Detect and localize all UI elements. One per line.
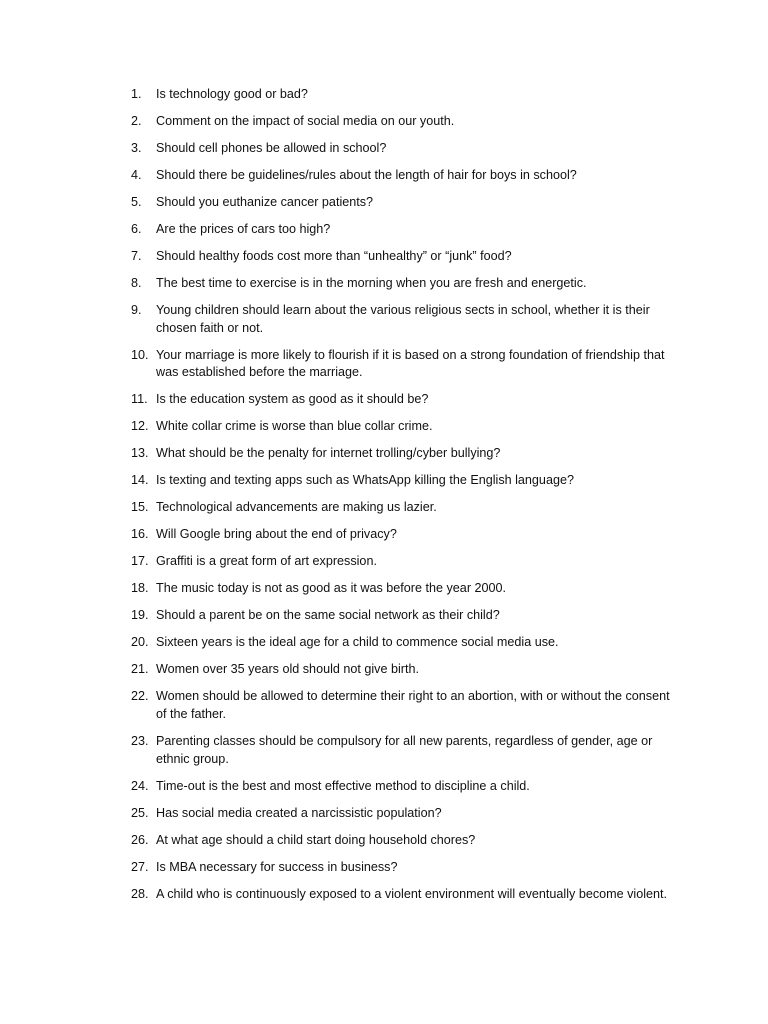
list-item — [131, 607, 671, 625]
item-number: 17. — [131, 554, 149, 569]
list-item — [131, 194, 671, 212]
item-text: The best time to exercise is in the morning when you are fresh and energetic. — [156, 275, 587, 290]
item-text: Is texting and texting apps such as WhatsApp killing the English language? — [156, 473, 574, 488]
list-item — [131, 526, 671, 544]
item-number: 6. — [131, 221, 142, 236]
item-number: 13. — [131, 446, 149, 461]
list-item — [131, 167, 671, 185]
list-item — [131, 347, 671, 383]
list-item — [131, 472, 671, 490]
item-text: Your marriage is more likely to flourish if it is based on a strong foundation of friendship that was established before the marriage. — [156, 347, 665, 380]
item-number: 7. — [131, 248, 142, 263]
list-item — [131, 248, 671, 266]
list-item — [131, 805, 671, 823]
list-item — [131, 499, 671, 517]
item-text: Is the education system as good as it should be? — [156, 392, 429, 407]
item-text: Is technology good or bad? — [156, 87, 308, 101]
item-number: 24. — [131, 778, 149, 793]
item-number: 20. — [131, 635, 149, 650]
item-text: The music today is not as good as it was before the year 2000. — [156, 581, 507, 596]
item-text: Should there be guidelines/rules about the length of hair for boys in school? — [156, 167, 577, 182]
list-item — [131, 302, 671, 338]
item-text: At what age should a child start doing household chores? — [156, 832, 476, 847]
item-number: 10. — [131, 347, 149, 362]
item-number: 3. — [131, 140, 142, 155]
item-text: Should cell phones be allowed in school? — [156, 140, 387, 155]
list-item — [131, 832, 671, 850]
list-item — [131, 553, 671, 571]
question-list — [131, 86, 671, 913]
item-number: 22. — [131, 689, 149, 704]
item-number: 23. — [131, 734, 149, 749]
list-item — [131, 113, 671, 131]
item-text: Should a parent be on the same social network as their child? — [156, 608, 500, 623]
list-item — [131, 886, 671, 904]
item-number: 11. — [131, 392, 148, 407]
item-text: Will Google bring about the end of privacy? — [156, 527, 397, 542]
list-item — [131, 580, 671, 598]
item-number: 5. — [131, 194, 142, 209]
item-text: Has social media created a narcissistic population? — [156, 805, 442, 820]
item-text: Young children should learn about the various religious sects in school, whether it is their chosen faith or not. — [156, 302, 650, 335]
item-number: 25. — [131, 805, 149, 820]
item-text: Women over 35 years old should not give birth. — [156, 662, 419, 677]
item-text: Women should be allowed to determine their right to an abortion, with or without the consent of the father. — [156, 689, 670, 722]
item-number: 12. — [131, 419, 149, 434]
item-text: Comment on the impact of social media on our youth. — [156, 113, 455, 128]
list-item — [131, 445, 671, 463]
item-number: 16. — [131, 527, 149, 542]
item-text: Time-out is the best and most effective method to discipline a child. — [156, 778, 530, 793]
list-item — [131, 391, 671, 409]
item-number: 14. — [131, 473, 149, 488]
item-number: 26. — [131, 832, 149, 847]
item-number: 9. — [131, 302, 142, 317]
item-text: Is MBA necessary for success in business? — [156, 859, 398, 874]
item-text: Should healthy foods cost more than “unhealthy” or “junk” food? — [156, 248, 512, 263]
item-text: What should be the penalty for internet trolling/cyber bullying? — [156, 446, 501, 461]
item-number: 21. — [131, 662, 149, 677]
item-number: 18. — [131, 581, 149, 596]
list-item — [131, 418, 671, 436]
item-number: 1. — [131, 87, 142, 101]
item-text: White collar crime is worse than blue collar crime. — [156, 419, 433, 434]
item-number: 28. — [131, 886, 149, 901]
item-number: 4. — [131, 167, 142, 182]
list-item — [131, 221, 671, 239]
list-item — [131, 661, 671, 679]
list-item — [131, 733, 671, 769]
item-number: 27. — [131, 859, 149, 874]
item-text: Should you euthanize cancer patients? — [156, 194, 374, 209]
item-text: Technological advancements are making us lazier. — [156, 500, 437, 515]
item-number: 2. — [131, 113, 142, 128]
item-text: Sixteen years is the ideal age for a child to commence social media use. — [156, 635, 559, 650]
list-item — [131, 688, 671, 724]
list-item — [131, 778, 671, 796]
list-item — [131, 140, 671, 158]
item-text: Graffiti is a great form of art expression. — [156, 554, 377, 569]
list-item — [131, 859, 671, 877]
item-number: 19. — [131, 608, 149, 623]
list-item — [131, 275, 671, 293]
list-item — [131, 634, 671, 652]
list-item — [131, 86, 671, 104]
item-text: Parenting classes should be compulsory for all new parents, regardless of gender, age or ethnic group. — [156, 734, 653, 766]
item-text: A child who is continuously exposed to a violent environment will eventually become violent. — [156, 886, 668, 901]
item-number: 8. — [131, 275, 142, 290]
item-text: Are the prices of cars too high? — [156, 221, 331, 236]
item-number: 15. — [131, 500, 149, 515]
